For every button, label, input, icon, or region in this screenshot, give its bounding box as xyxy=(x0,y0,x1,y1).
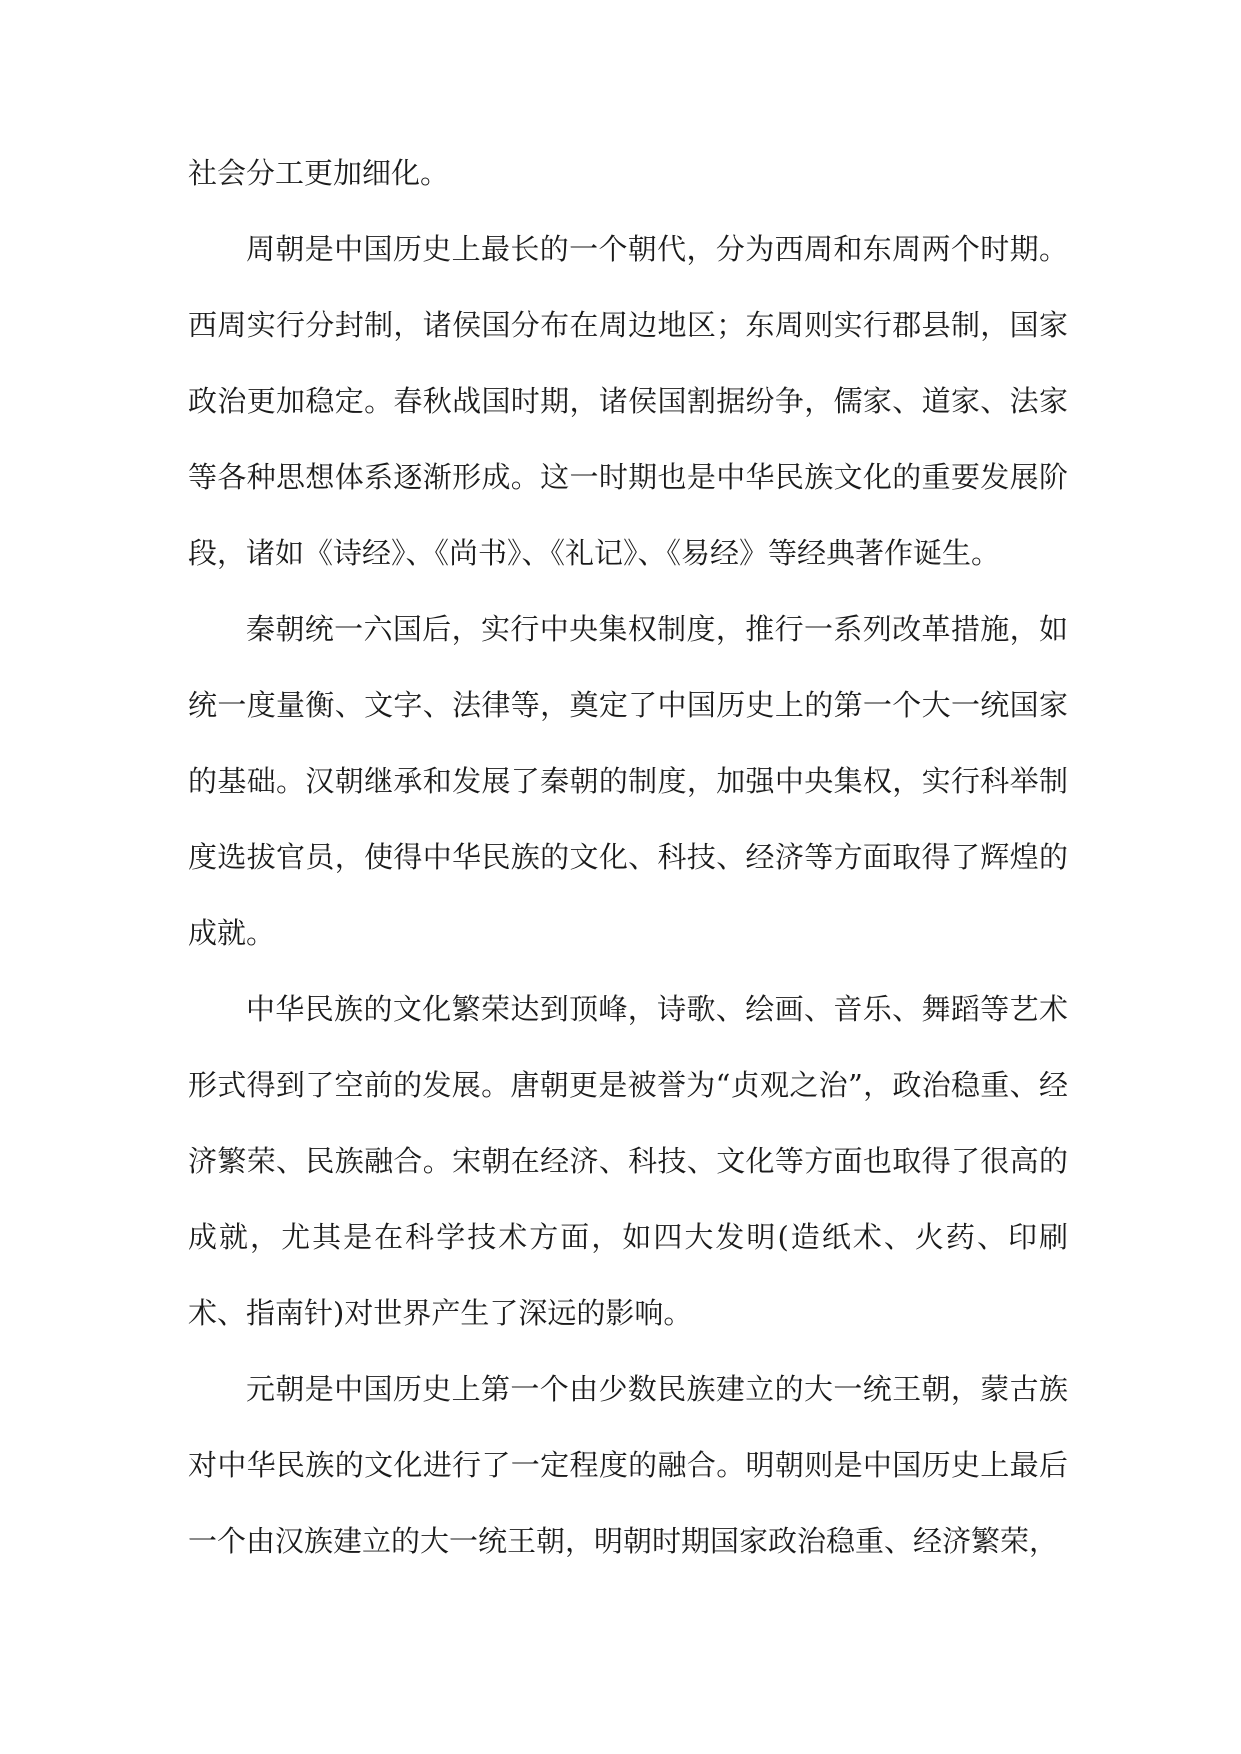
paragraph-3: 秦朝统一六国后，实行中央集权制度，推行一系列改革措施，如统一度量衡、文字、法律等，奠定了中国历史上的第一个大一统国家的基础。汉朝继承和发展了秦朝的制度，加强中央集权，实行科举制度选拔官员，使得中华民族的文化、科技、经济等方面取得了辉煌的成就。 xyxy=(188,612,1068,950)
paragraph-4: 中华民族的文化繁荣达到顶峰，诗歌、绘画、音乐、舞蹈等艺术形式得到了空前的发展。唐朝更是被誉为“贞观之治”，政治稳重、经济繁荣、民族融合。宋朝在经济、科技、文化等方面也取得了很高的成就，尤其是在科学技术方面，如四大发明(造纸术、火药、印刷术、指南针)对世界产生了深远的影响。 xyxy=(188,992,1068,1330)
paragraph-5: 元朝是中国历史上第一个由少数民族建立的大一统王朝，蒙古族对中华民族的文化进行了一定程度的融合。明朝则是中国历史上最后一个由汉族建立的大一统王朝，明朝时期国家政治稳重、经济繁荣， xyxy=(188,1372,1068,1558)
paragraph-2: 周朝是中国历史上最长的一个朝代，分为西周和东周两个时期。西周实行分封制，诸侯国分布在周边地区；东周则实行郡县制，国家政治更加稳定。春秋战国时期，诸侯国割据纷争，儒家、道家、法家等各种思想体系逐渐形成。这一时期也是中华民族文化的重要发展阶段，诸如《诗经》、《尚书》、《礼记》、《易经》等经典著作诞生。 xyxy=(188,232,1068,570)
paragraph-1: 社会分工更加细化。 xyxy=(188,156,450,190)
body-text xyxy=(188,135,1068,1579)
